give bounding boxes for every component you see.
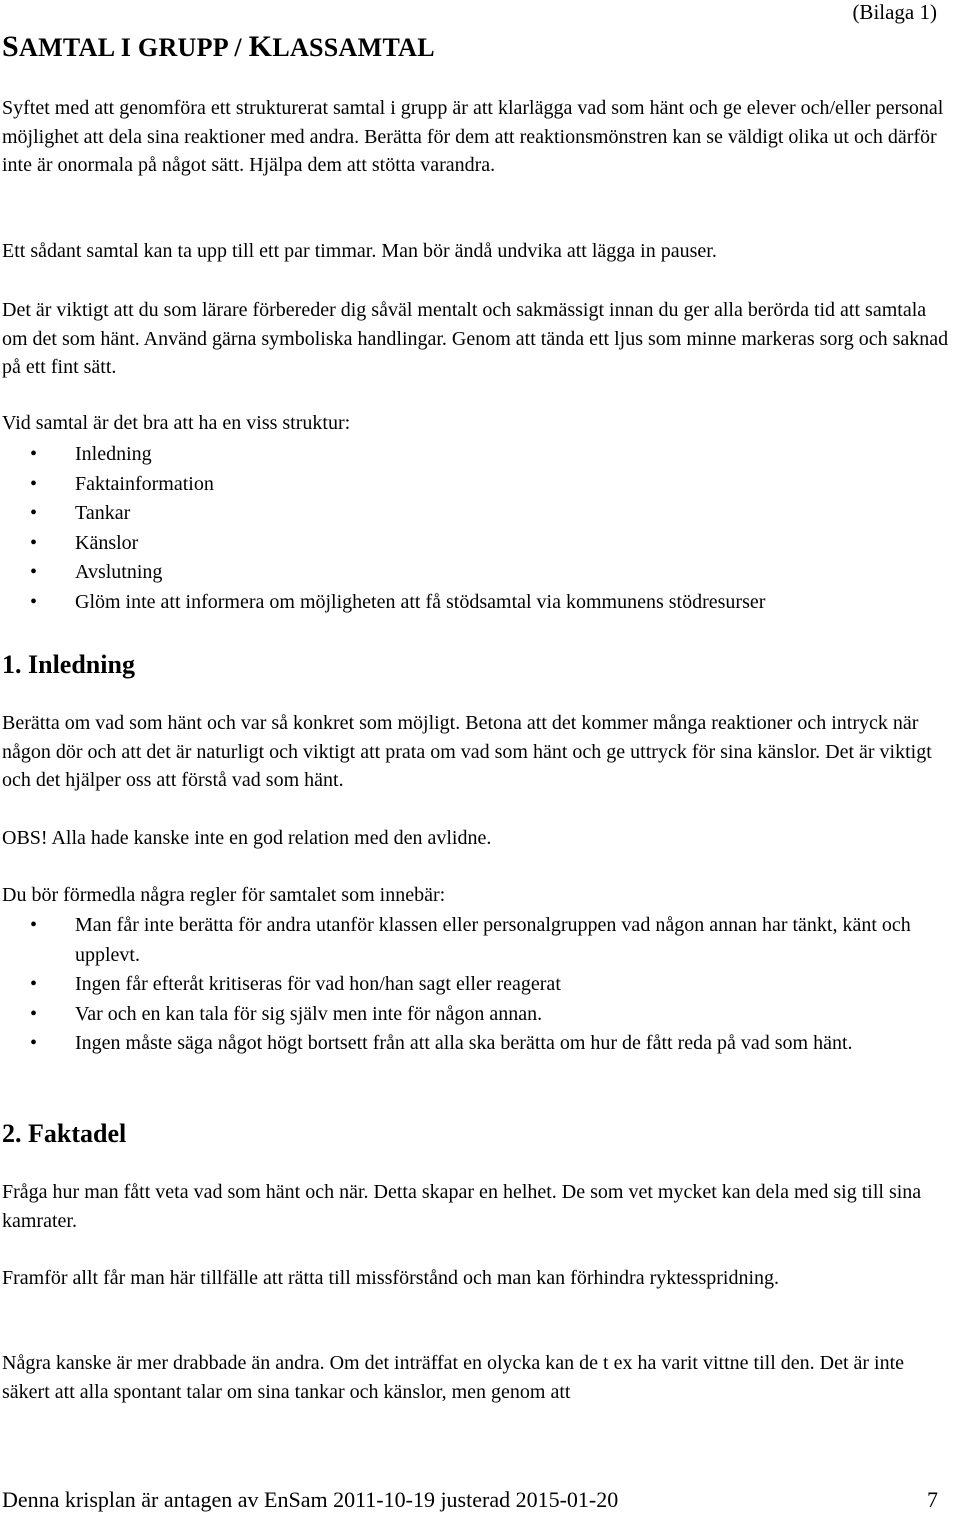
bullet-icon: • (30, 973, 38, 995)
intro-paragraph-2: Ett sådant samtal kan ta upp till ett par timmar. Man bör ändå undvika att lägga in pauser. (2, 240, 717, 262)
list-item: • Ingen får efteråt kritiseras för vad hon/han sagt eller reagerat (2, 970, 954, 1000)
title-part-1: AMTAL I GRUPP / (19, 33, 249, 62)
section-2-heading: 2. Faktadel (2, 1119, 127, 1148)
page-footer (2, 1487, 938, 1513)
list-item: • Känslor (2, 529, 954, 559)
document-title (2, 30, 435, 64)
page-number: 7 (927, 1487, 938, 1512)
list-item: • Man får inte berätta för andra utanför klassen eller personalgruppen vad någon annan har tänkt, känt och upplevt. (2, 911, 954, 970)
bullet-icon: • (30, 561, 38, 583)
list-item: • Var och en kan tala för sig själv men inte för någon annan. (2, 1000, 954, 1030)
bullet-icon: • (30, 472, 38, 495)
bullet-icon: • (30, 914, 38, 936)
bullet-icon: • (30, 531, 38, 554)
rules-list (2, 911, 954, 1059)
section-1-paragraph-1: Berätta om vad som hänt och var så konkret som möjligt. Betona att det kommer många reaktioner och intryck när någon dör och att det är naturligt och viktigt att prata om vad som hänt och ge uttryck för sina känslor. Det är viktigt och det hjälper oss att förstå vad som hänt. (2, 712, 932, 791)
list-item: • Faktainformation (2, 470, 954, 500)
section-2-paragraph-3: Några kanske är mer drabbade än andra. Om det inträffat en olycka kan de t ex ha varit vittne till den. Det är inte säkert att alla spontant talar om sina tankar och känslor, men genom att (2, 1352, 905, 1403)
intro-paragraph-3: Det är viktigt att du som lärare förbereder dig såväl mentalt och sakmässigt innan du ger alla berörda tid att samtala om det som hänt. Använd gärna symboliska handlingar. Genom att tända ett ljus som minne markeras sorg och saknad på ett fint sätt. (2, 299, 949, 378)
section-2-paragraph-1: Fråga hur man fått veta vad som hänt och när. Detta skapar en helhet. De som vet mycket kan dela med sig till sina kamrater. (2, 1181, 922, 1232)
list-item: • Avslutning (2, 558, 954, 588)
bullet-icon: • (30, 590, 38, 613)
list-item: • Glöm inte att informera om möjligheten att få stödsamtal via kommunens stödresurser (2, 588, 954, 618)
title-part-2: LASSAMTAL (272, 33, 435, 62)
bullet-icon: • (30, 1032, 38, 1054)
list-item: • Ingen måste säga något högt bortsett från att alla ska berätta om hur de fått reda på vad som hänt. (2, 1029, 954, 1059)
bullet-icon: • (30, 502, 38, 524)
intro-paragraph-1: Syftet med att genomföra ett strukturerat samtal i grupp är att klarlägga vad som hänt och ge elever och/eller personal möjlighet att dela sina reaktioner med andra. Berätta för dem att reaktionsmönstren kan se väldigt olika ut och därför inte är onormala på något sätt. Hjälpa dem att stötta varandra. (2, 97, 944, 176)
bullet-icon: • (30, 443, 38, 465)
bullet-icon: • (30, 1002, 38, 1025)
attachment-label: (Bilaga 1) (852, 0, 937, 24)
title-initial-s: S (2, 30, 19, 63)
list-item: • Inledning (2, 440, 954, 470)
section-1-heading: 1. Inledning (2, 650, 135, 679)
list-item: • Tankar (2, 499, 954, 529)
rules-intro: Du bör förmedla några regler för samtalet som innebär: (2, 884, 446, 906)
footer-text: Denna krisplan är antagen av EnSam 2011-10-19 justerad 2015-01-20 (2, 1487, 619, 1512)
structure-list (2, 440, 954, 617)
section-1-paragraph-2: OBS! Alla hade kanske inte en god relation med den avlidne. (2, 827, 492, 849)
section-2-paragraph-2: Framför allt får man här tillfälle att rätta till missförstånd och man kan förhindra ryktesspridning. (2, 1267, 780, 1289)
title-initial-k: K (248, 30, 273, 63)
structure-intro: Vid samtal är det bra att ha en viss struktur: (2, 412, 351, 434)
